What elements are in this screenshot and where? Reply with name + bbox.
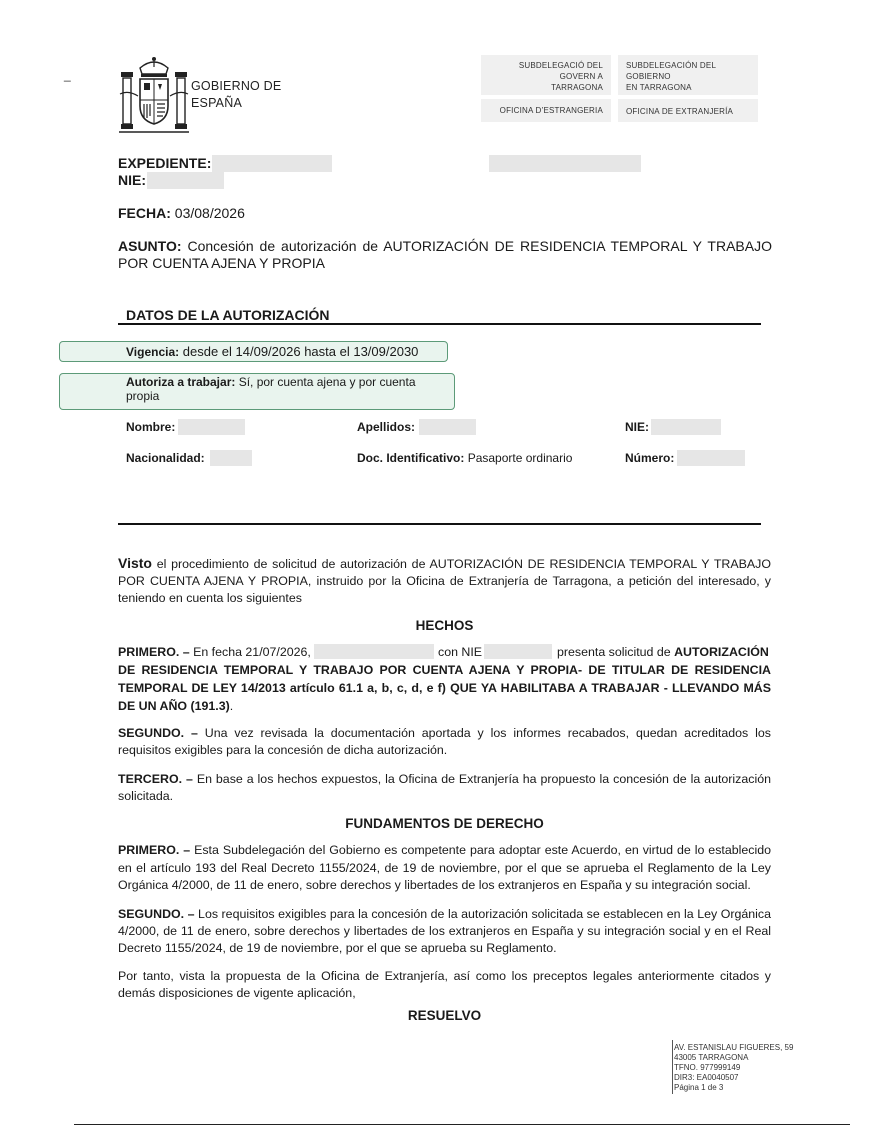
hechos-p2-text: Una vez revisada la documentación aportada y los informes recabados, quedan acreditados los: [204, 726, 771, 740]
fund-p2-text: Los requisitos exigibles para la concesión de la autorización solicitada se establecen en la Ley Orgánica: [198, 907, 771, 921]
gov-line-1: GOBIERNO DE: [191, 79, 282, 93]
footer-phone: TFNO. 977999149: [674, 1063, 741, 1072]
visto-line-1: [118, 554, 771, 573]
hechos-primero-label: PRIMERO. –: [118, 645, 190, 659]
nombre-redaction: [178, 419, 245, 435]
autoriza-line-1: [126, 375, 416, 390]
hechos-p1-con-nie: con NIE: [438, 645, 483, 659]
hechos-p3-text: En base a los hechos expuestos, la Oficina de Extranjería ha propuesto la concesión de la autorización: [196, 772, 771, 786]
hechos-p1-line-4-text: DE UN AÑO (191.3): [118, 699, 230, 713]
nombre-label: Nombre:: [126, 420, 176, 434]
apellidos-label: Apellidos:: [357, 420, 416, 434]
nacionalidad-label: Nacionalidad:: [126, 451, 205, 465]
hechos-p3-line-2: solicitada.: [118, 789, 174, 803]
box2-line1: SUBDELEGACIÓN DEL GOBIERNO: [626, 61, 716, 81]
footer-dir3: DIR3: EA0040507: [674, 1073, 739, 1082]
fund-p1-line-2: en el artículo 193 del Real Decreto 1155/2024, de 19 de noviembre, por el que se aprueba el Reglamento de la Ley: [118, 861, 771, 875]
nacionalidad-redaction: [210, 450, 252, 466]
fund-p3-line-1: Por tanto, vista la propuesta de la Oficina de Extranjería, así como los preceptos legales anteriormente citados y: [118, 969, 771, 983]
fund-primero-label: PRIMERO. –: [118, 843, 191, 857]
gov-line-2: ESPAÑA: [191, 96, 242, 110]
numero-label: Número:: [625, 451, 675, 465]
hechos-p1-autorizacion: AUTORIZACIÓN: [674, 645, 769, 659]
nie-label: NIE:: [118, 172, 146, 188]
autoriza-label: Autoriza a trabajar:: [126, 375, 236, 389]
hechos-p1-line-4: [118, 697, 233, 715]
hechos-p3-line-1: [118, 770, 771, 788]
visto-line-2: POR CUENTA AJENA Y PROPIA, instruido por la Oficina de Extranjería de Tarragona, a petición del interesado, y: [118, 574, 771, 588]
expediente-label: EXPEDIENTE:: [118, 155, 212, 171]
vigencia-label: Vigencia:: [126, 345, 180, 359]
stray-dash: _: [64, 68, 71, 82]
hechos-p1-end: .: [229, 699, 234, 713]
fundamentos-title: FUNDAMENTOS DE DERECHO: [345, 816, 544, 831]
apellidos-redaction: [419, 419, 476, 435]
header-box-catalan-office: OFICINA D’ESTRANGERIA: [481, 99, 611, 122]
hechos-tercero-label: TERCERO. –: [118, 772, 193, 786]
hechos-p2-line-1: [118, 724, 771, 742]
expediente-redaction: [212, 155, 332, 172]
fund-p1-text: Esta Subdelegación del Gobierno es competente para adoptar este Acuerdo, en virtud de lo establecido: [194, 843, 771, 857]
fund-segundo-label: SEGUNDO. –: [118, 907, 195, 921]
autoriza-line-2: propia: [126, 389, 160, 403]
header-box-catalan-subdelegation: [481, 55, 611, 95]
fund-p1-line-3: Orgánica 4/2000, de 11 de enero, sobre derechos y libertades de los extranjeros en España y su integración social.: [118, 878, 751, 892]
fund-p2-line-2: 4/2000, de 11 de enero, sobre derechos y libertades de los extranjeros en España y su integración social y en el Real: [118, 924, 771, 938]
visto-line-3: teniendo en cuenta los siguientes: [118, 591, 302, 605]
hechos-segundo-label: SEGUNDO. –: [118, 726, 198, 740]
numero-redaction: [677, 450, 745, 466]
hechos-name-redaction: [314, 644, 434, 659]
hechos-p1-line-3: TEMPORAL DE LEY 14/2013 artículo 61.1 a, b, c, d, e f) QUE YA HABILITABA A TRABAJAR - LLEVANDO MÁS: [118, 681, 771, 695]
nie-field-label: NIE:: [625, 420, 649, 434]
visto-text: el procedimiento de solicitud de autorización de AUTORIZACIÓN DE RESIDENCIA TEMPORAL Y TRABAJO: [156, 557, 771, 571]
vigencia-line: [126, 343, 418, 360]
fecha-line: [118, 205, 245, 222]
asunto-text: Concesión de autorización de AUTORIZACIÓN DE RESIDENCIA TEMPORAL Y TRABAJO: [187, 238, 772, 254]
asunto-label: ASUNTO:: [118, 238, 182, 254]
footer-city: 43005 TARRAGONA: [674, 1053, 749, 1062]
nie-redaction: [147, 172, 224, 189]
hechos-p1-presenta: [557, 643, 769, 661]
footer-rule: [74, 1124, 850, 1125]
header-box-spanish-office: OFICINA DE EXTRANJERÍA: [618, 99, 758, 122]
hechos-p1-presenta-text: presenta solicitud de: [557, 645, 671, 659]
hechos-p1-date: En fecha 21/07/2026,: [193, 645, 311, 659]
doc-label: Doc. Identificativo:: [357, 451, 465, 465]
hechos-p2-line-2: requisitos exigibles para la concesión de dicha autorización.: [118, 743, 448, 757]
fecha-label: FECHA:: [118, 205, 171, 221]
government-name: [191, 78, 281, 112]
datos-title: DATOS DE LA AUTORIZACIÓN: [126, 307, 330, 323]
asunto-line-1: [118, 238, 772, 255]
vigencia-value: desde el 14/09/2026 hasta el 13/09/2030: [182, 344, 419, 359]
fund-p1-line-1: [118, 841, 771, 859]
fund-p2-line-3: Decreto 1155/2024, de 19 de noviembre, por el que se aprueba su Reglamento.: [118, 941, 557, 955]
hechos-nie-redaction: [484, 644, 552, 659]
resuelvo-title: RESUELVO: [407, 1008, 482, 1023]
box1-line2: TARRAGONA: [551, 83, 603, 92]
footer-page-number: Página 1 de 3: [674, 1083, 724, 1092]
asunto-line-2: POR CUENTA AJENA Y PROPIA: [118, 255, 325, 271]
footer-street: AV. ESTANISLAU FIGUERES, 59: [674, 1043, 794, 1052]
footer-divider: [672, 1040, 673, 1094]
box2-line2: EN TARRAGONA: [626, 83, 692, 92]
coat-of-arms-icon: [118, 54, 190, 134]
datos-bottom-rule: [118, 523, 761, 525]
box1-line1: SUBDELEGACIÓ DEL GOVERN A: [518, 61, 603, 81]
fund-p3-line-2: demás disposiciones de vigente aplicación,: [118, 986, 356, 1000]
hechos-p1-line-2: DE RESIDENCIA TEMPORAL Y TRABAJO POR CUENTA AJENA Y PROPIA- DE TITULAR DE RESIDENCIA: [118, 663, 771, 677]
datos-top-rule: [118, 323, 761, 325]
doc-line: [357, 451, 572, 466]
doc-value: Pasaporte ordinario: [467, 451, 573, 465]
fecha-value: 03/08/2026: [174, 205, 245, 221]
name-redaction: [489, 155, 641, 172]
fund-p2-line-1: [118, 905, 771, 923]
autoriza-value: Sí, por cuenta ajena y por cuenta: [238, 375, 416, 389]
footer-address: [674, 1043, 793, 1093]
header-box-spanish-subdelegation: [618, 55, 758, 95]
hechos-title: HECHOS: [415, 618, 474, 633]
nie-field-redaction: [651, 419, 721, 435]
visto-word: Visto: [118, 555, 152, 571]
